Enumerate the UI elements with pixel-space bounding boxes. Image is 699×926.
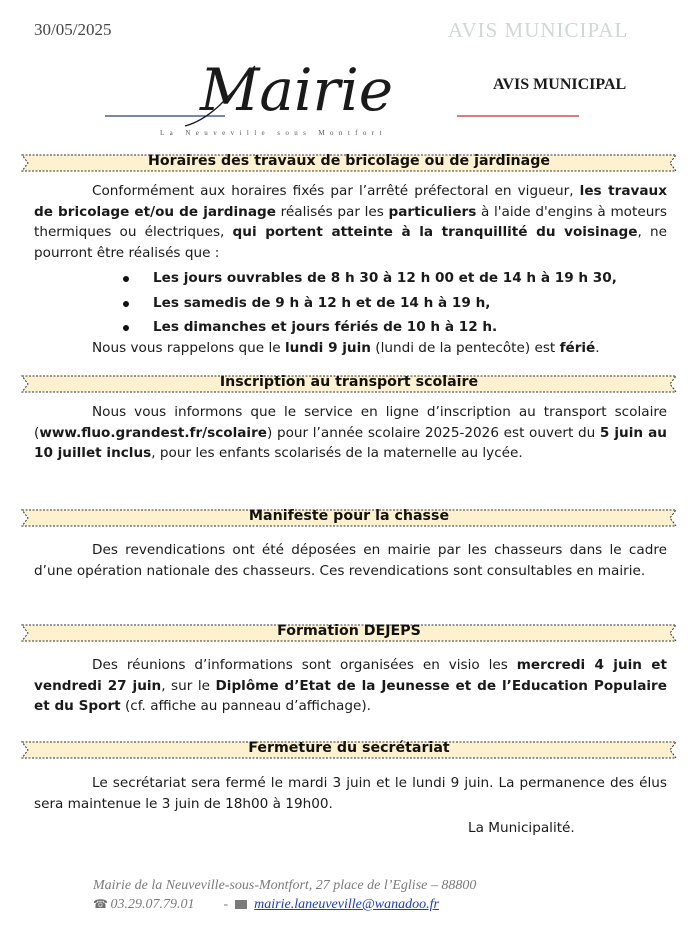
bullet-icon (123, 325, 129, 331)
paragraph-chasse: Des revendications ont été déposées en mairie par les chasseurs dans le cadre d’une opération nationale des chasseurs. Ces revendications sont consultables en mairie. (34, 542, 667, 579)
list-item: Les samedis de 9 h à 12 h et de 14 h à 19 h, (123, 291, 663, 316)
paragraph-transport: Nous vous informons que le service en ligne d’inscription au transport scolaire (www.fluo.grandest.fr/scolaire) pour l’année scolaire 2025-2026 est ouvert du 5 juin au 10 juillet inclus, pour les enfants scolarisés de la maternelle au lycée. (34, 404, 667, 462)
paragraph-travaux: Conformément aux horaires fixés par l’arrêté préfectoral en vigueur, les travaux de bricolage et/ou de jardinage réalisés par les particuliers à l'aide d'engins à moteurs thermiques ou électriques, qui portent atteinte à la tranquillité du voisinage, ne pourront être réalisés que : (34, 183, 667, 261)
footer-address: Mairie de la Neuveville-sous-Montfort, 27 place de l’Eglise – 88800 (93, 878, 477, 893)
paragraph-dejeps: Des réunions d’informations sont organisées en visio les mercredi 4 juin et vendredi 27 juin, sur le Diplôme d’Etat de la Jeunesse et de l’Education Populaire et du Sport (cf. affiche au panneau d’affichage). (34, 657, 667, 715)
bullet-icon (123, 301, 129, 307)
section-heading-chasse (16, 505, 682, 531)
notice-date: 30/05/2025 (34, 20, 112, 39)
header-title-faint: AVIS MUNICIPAL (448, 18, 629, 42)
footer-email-link[interactable]: mairie.laneuveville@wanadoo.fr (254, 897, 439, 912)
footer (93, 876, 476, 914)
section-heading-secretariat (16, 737, 682, 763)
bullet-icon (123, 276, 129, 282)
list-item: Les jours ouvrables de 8 h 30 à 12 h 00 et de 14 h à 19 h 30, (123, 266, 663, 291)
paragraph-secretariat: Le secrétariat sera fermé le mardi 3 juin et le lundi 9 juin. La permanence des élus sera maintenue le 3 juin de 18h00 à 19h00. (34, 775, 667, 812)
footer-contact (93, 895, 476, 914)
logo-text: Mairie (200, 58, 394, 124)
section-title: Formation DEJEPS (277, 623, 421, 639)
paragraph-holiday: Nous vous rappelons que le lundi 9 juin (lundi de la pentecôte) est férié. (92, 340, 600, 356)
section-heading-dejeps (16, 620, 682, 646)
mail-icon (235, 900, 247, 909)
footer-separator: - (223, 897, 229, 912)
section-title: Inscription au transport scolaire (219, 374, 479, 390)
hours-list (123, 266, 663, 340)
signature: La Municipalité. (468, 820, 575, 836)
page-title: AVIS MUNICIPAL (493, 76, 627, 93)
phone-icon: ☎ (93, 897, 108, 911)
list-item: Les dimanches et jours fériés de 10 h à 12 h. (123, 315, 663, 340)
footer-phone: 03.29.07.79.01 (110, 897, 195, 912)
transport-link: www.fluo.grandest.fr/scolaire (39, 424, 268, 441)
section-heading-transport (16, 371, 682, 397)
section-title: Manifeste pour la chasse (248, 508, 450, 524)
logo-subtitle: La Neuveville sous Montfort (160, 129, 387, 137)
section-heading-travaux (16, 150, 682, 176)
section-title: Horaires des travaux de bricolage ou de jardinage (147, 153, 551, 169)
section-title: Fermeture du secrétariat (248, 740, 450, 756)
